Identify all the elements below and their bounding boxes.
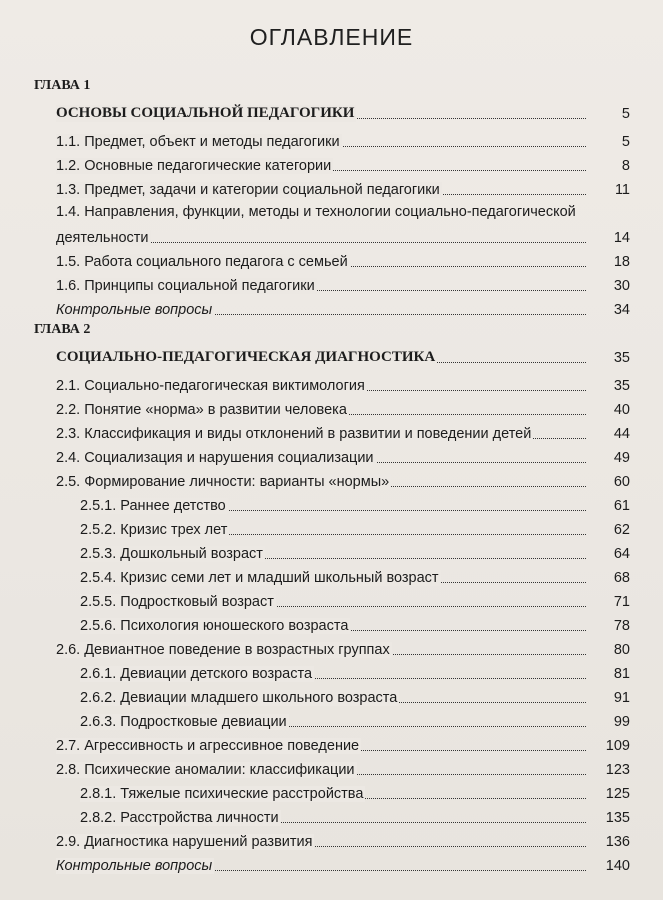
entry-label: 1.5. Работа социального педагога с семьей	[56, 254, 348, 270]
entry-label: 2.8. Психические аномалии: классификации	[56, 762, 355, 778]
toc-entry-2-control-questions[interactable]	[56, 852, 630, 874]
toc-entry-1-2[interactable]	[56, 152, 630, 174]
entry-label: 2.9. Диагностика нарушений развития	[56, 834, 313, 850]
chapter-2-label: ГЛАВА 2	[34, 322, 91, 337]
page-number: 64	[613, 546, 630, 562]
entry-label: 2.6. Девиантное поведение в возрастных группах	[56, 642, 390, 658]
page-number: 80	[613, 642, 630, 658]
page-number: 140	[605, 858, 630, 874]
toc-entry-2-8[interactable]	[56, 756, 630, 778]
toc-entry-2-6-2[interactable]	[80, 684, 630, 706]
entry-label: 1.6. Принципы социальной педагогики	[56, 278, 315, 294]
toc-entry-1-6[interactable]	[56, 272, 630, 294]
toc-entry-chapter-2-heading[interactable]	[56, 344, 630, 366]
entry-label: 1.2. Основные педагогические категории	[56, 158, 332, 174]
entry-label: СОЦИАЛЬНО-ПЕДАГОГИЧЕСКАЯ ДИАГНОСТИКА	[56, 349, 436, 365]
entry-label: 2.5.1. Раннее детство	[80, 498, 226, 514]
entry-label: 1.3. Предмет, задачи и категории социальной педагогики	[56, 182, 440, 198]
toc-entry-2-6-1[interactable]	[80, 660, 630, 682]
page-number: 35	[613, 378, 630, 394]
entry-label: Контрольные вопросы	[56, 858, 213, 874]
page-number: 14	[613, 230, 630, 246]
page-number: 5	[621, 134, 630, 150]
page-number: 5	[621, 106, 630, 122]
toc-entry-1-control-questions[interactable]	[56, 296, 630, 318]
entry-label: 2.5. Формирование личности: варианты «нормы»	[56, 474, 390, 490]
toc-entry-1-1[interactable]	[56, 128, 630, 150]
page-number: 60	[613, 474, 630, 490]
toc-entry-2-6-3[interactable]	[80, 708, 630, 730]
toc-entry-2-3[interactable]	[56, 420, 630, 442]
entry-label: ОСНОВЫ СОЦИАЛЬНОЙ ПЕДАГОГИКИ	[56, 105, 355, 121]
entry-label: 2.4. Социализация и нарушения социализации	[56, 450, 374, 466]
entry-label: 2.6.2. Девиации младшего школьного возраста	[80, 690, 398, 706]
toc-entry-2-5-1[interactable]	[80, 492, 630, 514]
page-number: 91	[613, 690, 630, 706]
entry-label: 2.3. Классификация и виды отклонений в развитии и поведении детей	[56, 426, 532, 442]
page-number: 135	[605, 810, 630, 826]
entry-label: 2.5.5. Подростковый возраст	[80, 594, 274, 610]
page-number: 62	[613, 522, 630, 538]
entry-label: 2.6.3. Подростковые девиации	[80, 714, 287, 730]
toc-entry-2-6[interactable]	[56, 636, 630, 658]
page-number: 18	[613, 254, 630, 270]
page-number: 136	[605, 834, 630, 850]
entry-label: 2.2. Понятие «норма» в развитии человека	[56, 402, 347, 418]
page-number: 44	[613, 426, 630, 442]
toc-entry-2-1[interactable]	[56, 372, 630, 394]
toc-entry-2-5[interactable]	[56, 468, 630, 490]
entry-label: 2.5.6. Психология юношеского возраста	[80, 618, 349, 634]
toc-entry-1-5[interactable]	[56, 248, 630, 270]
page-number: 34	[613, 302, 630, 318]
page-number: 49	[613, 450, 630, 466]
page-number: 30	[613, 278, 630, 294]
toc-entry-2-7[interactable]	[56, 732, 630, 754]
entry-label: 1.1. Предмет, объект и методы педагогики	[56, 134, 340, 150]
page-number: 125	[605, 786, 630, 802]
page-number: 81	[613, 666, 630, 682]
entry-label: 2.5.3. Дошкольный возраст	[80, 546, 263, 562]
entry-label: деятельности	[56, 230, 149, 246]
page-number: 123	[605, 762, 630, 778]
toc-entry-2-5-4[interactable]	[80, 564, 630, 586]
page-number: 99	[613, 714, 630, 730]
toc-entry-1-3[interactable]	[56, 176, 630, 198]
toc-entry-2-5-2[interactable]	[80, 516, 630, 538]
entry-label: 2.1. Социально-педагогическая виктимология	[56, 378, 365, 394]
page-number: 8	[621, 158, 630, 174]
page-title: ОГЛАВЛЕНИЕ	[249, 24, 414, 50]
page-number: 109	[605, 738, 630, 754]
entry-label: 2.8.2. Расстройства личности	[80, 810, 279, 826]
entry-label: 2.5.2. Кризис трех лет	[80, 522, 228, 538]
page-number: 78	[613, 618, 630, 634]
toc-entry-2-8-1[interactable]	[80, 780, 630, 802]
toc-entry-2-5-3[interactable]	[80, 540, 630, 562]
chapter-1-label: ГЛАВА 1	[34, 78, 91, 93]
entry-label: 2.7. Агрессивность и агрессивное поведение	[56, 738, 360, 754]
toc-entry-2-4[interactable]	[56, 444, 630, 466]
toc-entry-1-4-first-line[interactable]: 1.4. Направления, функции, методы и технологии социально-педагогической	[56, 204, 576, 220]
toc-entry-2-8-2[interactable]	[80, 804, 630, 826]
toc-entry-2-5-6[interactable]	[80, 612, 630, 634]
entry-label: 2.6.1. Девиации детского возраста	[80, 666, 313, 682]
entry-label: Контрольные вопросы	[56, 302, 213, 318]
toc-entry-1-4[interactable]	[56, 224, 630, 246]
toc-entry-2-5-5[interactable]	[80, 588, 630, 610]
toc-entry-2-9[interactable]	[56, 828, 630, 850]
toc-entry-2-2[interactable]	[56, 396, 630, 418]
page-number: 61	[613, 498, 630, 514]
page-number: 40	[613, 402, 630, 418]
entry-label: 2.5.4. Кризис семи лет и младший школьный возраст	[80, 570, 439, 586]
page-number: 11	[614, 182, 630, 198]
toc-entry-chapter-1-heading[interactable]	[56, 100, 630, 122]
page-number: 35	[613, 350, 630, 366]
entry-label: 2.8.1. Тяжелые психические расстройства	[80, 786, 364, 802]
page-number: 68	[613, 570, 630, 586]
page-number: 71	[613, 594, 630, 610]
